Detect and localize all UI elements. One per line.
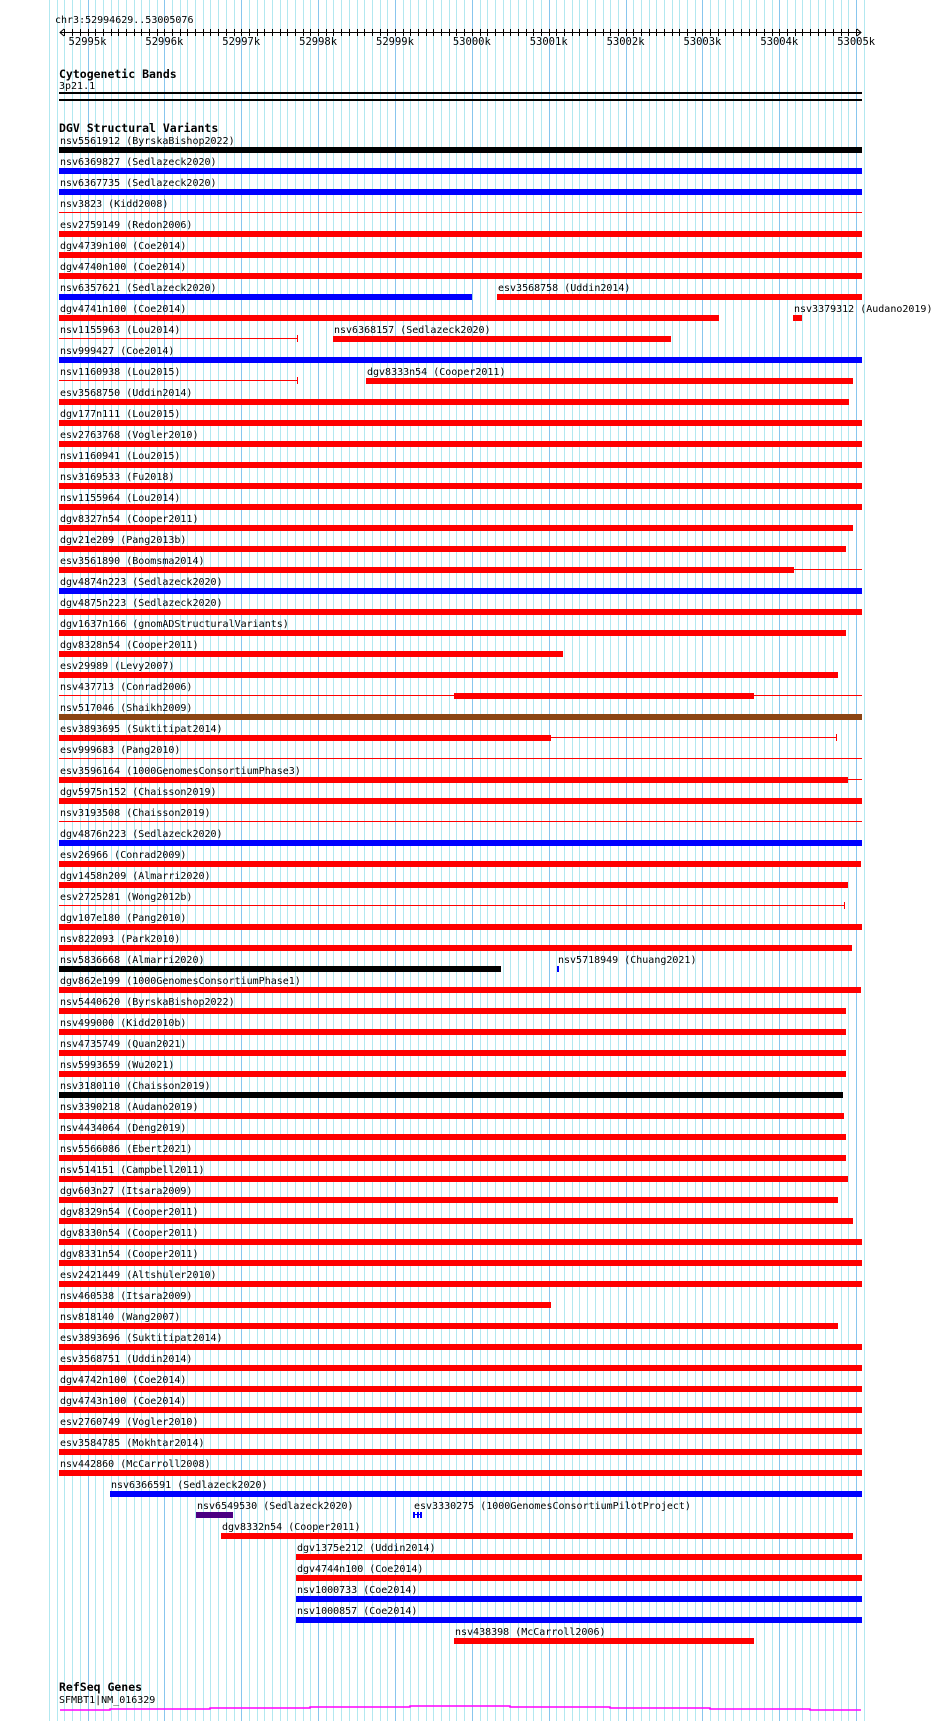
variant-label[interactable]: nsv4735749 (Quan2021) xyxy=(60,1039,187,1050)
variant-bar[interactable] xyxy=(59,1071,846,1077)
variant-bar[interactable] xyxy=(59,1008,846,1014)
variant-label[interactable]: nsv438398 (McCarroll2006) xyxy=(455,1627,606,1638)
variant-label[interactable]: nsv6549530 (Sedlazeck2020) xyxy=(197,1501,354,1512)
variant-label[interactable]: dgv8330n54 (Cooper2011) xyxy=(60,1228,199,1239)
variant-label[interactable]: dgv1458n209 (Almarri2020) xyxy=(60,871,211,882)
cytoband-top-line xyxy=(59,92,862,94)
variant-bar[interactable] xyxy=(59,1365,862,1371)
variant-bar[interactable] xyxy=(59,315,719,321)
cytobands-track-title[interactable]: Cytogenetic Bands xyxy=(59,67,177,81)
variant-bar[interactable] xyxy=(59,1323,838,1329)
variant-bar[interactable] xyxy=(59,966,501,972)
variant-label[interactable]: esv999683 (Pang2010) xyxy=(60,745,181,756)
variant-label[interactable]: esv3893696 (Suktitipat2014) xyxy=(60,1333,223,1344)
variant-thin-line[interactable] xyxy=(59,212,862,213)
variant-bar[interactable] xyxy=(59,924,862,930)
variant-label[interactable]: dgv8329n54 (Cooper2011) xyxy=(60,1207,199,1218)
variant-label[interactable]: dgv862e199 (1000GenomesConsortiumPhase1) xyxy=(60,976,301,987)
variant-label[interactable]: nsv818140 (Wang2007) xyxy=(60,1312,181,1323)
variant-bar[interactable] xyxy=(454,693,754,699)
variant-bar[interactable] xyxy=(59,945,852,951)
variant-label[interactable]: dgv4740n100 (Coe2014) xyxy=(60,262,187,273)
variant-label[interactable]: dgv4743n100 (Coe2014) xyxy=(60,1396,187,1407)
ruler-tick-label: 53000k xyxy=(452,36,491,48)
variant-bar[interactable] xyxy=(110,1491,862,1497)
variant-bar[interactable] xyxy=(497,294,862,300)
ruler-tick-label: 53002k xyxy=(606,36,645,48)
variant-label[interactable]: nsv3169533 (Fu2018) xyxy=(60,472,175,483)
variant-bar[interactable] xyxy=(59,1155,846,1161)
variant-thin-line[interactable] xyxy=(794,569,862,570)
variant-label[interactable]: esv3568751 (Uddin2014) xyxy=(60,1354,193,1365)
gene-label[interactable]: SFMBT1|NM_016329 xyxy=(59,1695,156,1706)
variant-bar[interactable] xyxy=(59,1197,838,1203)
variant-label[interactable]: nsv6369827 (Sedlazeck2020) xyxy=(60,157,217,168)
variant-bar[interactable] xyxy=(59,630,846,636)
variant-thin-line[interactable] xyxy=(59,380,298,381)
variant-bar[interactable] xyxy=(59,525,853,531)
variant-label[interactable]: nsv1155964 (Lou2014) xyxy=(60,493,181,504)
variant-bar[interactable] xyxy=(59,1428,862,1434)
variant-exon[interactable] xyxy=(420,1512,422,1518)
variant-end-tick xyxy=(297,377,298,384)
variant-bar[interactable] xyxy=(59,1302,551,1308)
variant-bar[interactable] xyxy=(59,1470,862,1476)
variant-label[interactable]: nsv6367735 (Sedlazeck2020) xyxy=(60,178,217,189)
ruler-tick-label: 53001k xyxy=(529,36,568,48)
variant-label[interactable]: nsv5993659 (Wu2021) xyxy=(60,1060,175,1071)
variant-label[interactable]: dgv177n111 (Lou2015) xyxy=(60,409,181,420)
variant-label[interactable]: nsv3823 (Kidd2008) xyxy=(60,199,169,210)
variant-label[interactable]: nsv442860 (McCarroll2008) xyxy=(60,1459,211,1470)
variant-label[interactable]: dgv4875n223 (Sedlazeck2020) xyxy=(60,598,223,609)
variant-exon[interactable] xyxy=(417,1512,419,1518)
variant-bar[interactable] xyxy=(59,1260,862,1266)
ruler-tick-label: 52999k xyxy=(376,36,414,48)
variant-thin-line[interactable] xyxy=(59,338,298,339)
variant-label[interactable]: dgv603n27 (Itsara2009) xyxy=(60,1186,193,1197)
variant-label[interactable]: nsv822093 (Park2010) xyxy=(60,934,181,945)
variant-label[interactable]: nsv517046 (Shaikh2009) xyxy=(60,703,193,714)
variant-label[interactable]: nsv6366591 (Sedlazeck2020) xyxy=(111,1480,268,1491)
variant-label[interactable]: dgv8331n54 (Cooper2011) xyxy=(60,1249,199,1260)
variant-label[interactable]: esv3596164 (1000GenomesConsortiumPhase3) xyxy=(60,766,301,777)
variant-bar[interactable] xyxy=(59,1407,862,1413)
cytoband-label: 3p21.1 xyxy=(59,81,96,92)
variant-bar[interactable] xyxy=(59,294,472,300)
variant-label[interactable]: nsv6368157 (Sedlazeck2020) xyxy=(334,325,491,336)
variant-label[interactable]: esv3893695 (Suktitipat2014) xyxy=(60,724,223,735)
variant-label[interactable]: nsv5566086 (Ebert2021) xyxy=(60,1144,193,1155)
variant-label[interactable]: dgv5975n152 (Chaisson2019) xyxy=(60,787,217,798)
variant-bar[interactable] xyxy=(59,1113,844,1119)
variant-thin-line[interactable] xyxy=(59,758,862,759)
variant-bar[interactable] xyxy=(793,315,802,321)
variant-bar[interactable] xyxy=(59,672,838,678)
variant-label[interactable]: nsv460538 (Itsara2009) xyxy=(60,1291,193,1302)
variant-label[interactable]: esv3561890 (Boomsma2014) xyxy=(60,556,205,567)
variant-bar[interactable] xyxy=(59,987,861,993)
variant-label[interactable]: dgv4739n100 (Coe2014) xyxy=(60,241,187,252)
variant-bar[interactable] xyxy=(59,1281,862,1287)
variant-bar[interactable] xyxy=(59,588,862,594)
variant-label[interactable]: dgv4744n100 (Coe2014) xyxy=(297,1564,424,1575)
variant-label[interactable]: nsv499000 (Kidd2010b) xyxy=(60,1018,187,1029)
variant-label[interactable]: nsv437713 (Conrad2006) xyxy=(60,682,193,693)
variant-label[interactable]: nsv3390218 (Audano2019) xyxy=(60,1102,199,1113)
variant-label[interactable]: dgv4741n100 (Coe2014) xyxy=(60,304,187,315)
cytoband-bottom-line xyxy=(59,99,862,101)
variant-bar[interactable] xyxy=(59,231,862,237)
variant-bar[interactable] xyxy=(366,378,853,384)
variant-label[interactable]: nsv1160941 (Lou2015) xyxy=(60,451,181,462)
variant-label[interactable]: nsv5440620 (ByrskaBishop2022) xyxy=(60,997,235,1008)
variant-bar[interactable] xyxy=(296,1575,862,1581)
variant-label[interactable]: esv3330275 (1000GenomesConsortiumPilotProject) xyxy=(414,1501,691,1512)
variant-label[interactable]: nsv5718949 (Chuang2021) xyxy=(558,955,697,966)
variant-bar[interactable] xyxy=(59,483,862,489)
refseq-track-title[interactable]: RefSeq Genes xyxy=(59,1680,143,1694)
variant-label[interactable]: nsv3180110 (Chaisson2019) xyxy=(60,1081,211,1092)
variant-bar[interactable] xyxy=(59,714,862,720)
variant-bar[interactable] xyxy=(59,735,551,741)
variant-bar[interactable] xyxy=(296,1554,862,1560)
variant-label[interactable]: nsv1000857 (Coe2014) xyxy=(297,1606,418,1617)
variant-label[interactable]: dgv4874n223 (Sedlazeck2020) xyxy=(60,577,223,588)
variant-label[interactable]: dgv4876n223 (Sedlazeck2020) xyxy=(60,829,223,840)
variant-thin-line[interactable] xyxy=(551,737,837,738)
variant-bar[interactable] xyxy=(296,1617,862,1623)
variant-label[interactable]: nsv3193508 (Chaisson2019) xyxy=(60,808,211,819)
variant-label[interactable]: nsv514151 (Campbell2011) xyxy=(60,1165,205,1176)
variant-label[interactable]: esv26966 (Conrad2009) xyxy=(60,850,187,861)
variant-bar[interactable] xyxy=(221,1533,853,1539)
variant-bar[interactable] xyxy=(59,1218,853,1224)
variant-end-tick xyxy=(844,902,845,909)
variant-thin-line[interactable] xyxy=(848,779,862,780)
variant-bar[interactable] xyxy=(59,1239,862,1245)
variant-label[interactable]: nsv5836668 (Almarri2020) xyxy=(60,955,205,966)
variant-bar[interactable] xyxy=(59,1344,862,1350)
variant-label[interactable]: nsv3379312 (Audano2019) xyxy=(794,304,932,315)
variant-bar[interactable] xyxy=(59,609,862,615)
variant-label[interactable]: esv2759149 (Redon2006) xyxy=(60,220,193,231)
variant-bar[interactable] xyxy=(59,189,862,195)
variant-label[interactable]: nsv999427 (Coe2014) xyxy=(60,346,175,357)
variant-bar[interactable] xyxy=(59,1386,862,1392)
ruler-tick-label: 53003k xyxy=(683,36,722,48)
dgv-track-title[interactable]: DGV Structural Variants xyxy=(59,121,219,135)
gene-intron-line[interactable] xyxy=(60,1706,861,1710)
variant-bar[interactable] xyxy=(333,336,671,342)
variant-label[interactable]: dgv4742n100 (Coe2014) xyxy=(60,1375,187,1386)
ruler-tick-label: 53005k xyxy=(837,36,876,48)
variant-end-tick xyxy=(297,335,298,342)
variant-bar[interactable] xyxy=(59,882,848,888)
variant-label[interactable]: esv3584785 (Mokhtar2014) xyxy=(60,1438,205,1449)
variant-bar[interactable] xyxy=(59,840,862,846)
variant-bar[interactable] xyxy=(59,399,849,405)
variant-label[interactable]: esv2421449 (Altshuler2010) xyxy=(60,1270,217,1281)
variant-bar[interactable] xyxy=(59,420,862,426)
variant-bar[interactable] xyxy=(59,546,846,552)
variant-bar[interactable] xyxy=(59,273,862,279)
variant-label[interactable]: esv3568750 (Uddin2014) xyxy=(60,388,193,399)
variant-label[interactable]: dgv21e209 (Pang2013b) xyxy=(60,535,187,546)
variant-label[interactable]: nsv1155963 (Lou2014) xyxy=(60,325,181,336)
variant-label[interactable]: nsv6357621 (Sedlazeck2020) xyxy=(60,283,217,294)
variant-label[interactable]: esv29989 (Levy2007) xyxy=(60,661,175,672)
variant-thin-line[interactable] xyxy=(59,905,845,906)
variant-bar[interactable] xyxy=(59,1449,862,1455)
variant-bar[interactable] xyxy=(196,1512,233,1518)
location-label: chr3:52994629..53005076 xyxy=(55,15,194,26)
variant-bar[interactable] xyxy=(59,168,862,174)
variant-exon[interactable] xyxy=(413,1512,415,1518)
variant-label[interactable]: dgv8328n54 (Cooper2011) xyxy=(60,640,199,651)
ruler-tick-label: 52998k xyxy=(299,36,338,48)
variant-bar[interactable] xyxy=(59,357,862,363)
ruler-axis[interactable] xyxy=(0,26,890,48)
variant-bar[interactable] xyxy=(59,1092,843,1098)
variant-bar[interactable] xyxy=(59,504,862,510)
ruler-tick-label: 52996k xyxy=(145,36,184,48)
variant-label[interactable]: esv3568758 (Uddin2014) xyxy=(498,283,631,294)
variant-bar[interactable] xyxy=(59,1029,846,1035)
variant-label[interactable]: nsv1160938 (Lou2015) xyxy=(60,367,181,378)
variant-label[interactable]: nsv4434064 (Deng2019) xyxy=(60,1123,187,1134)
variant-bar[interactable] xyxy=(59,1050,846,1056)
variant-bar[interactable] xyxy=(59,1134,846,1140)
variant-label[interactable]: esv2760749 (Vogler2010) xyxy=(60,1417,199,1428)
variant-bar[interactable] xyxy=(59,651,563,657)
variant-label[interactable]: dgv8333n54 (Cooper2011) xyxy=(367,367,506,378)
variant-bar[interactable] xyxy=(296,1596,862,1602)
ruler-tick-label: 53004k xyxy=(760,36,799,48)
variant-end-tick xyxy=(836,734,837,741)
variant-thin-line[interactable] xyxy=(59,821,862,822)
variant-bar[interactable] xyxy=(59,147,862,153)
variant-bar[interactable] xyxy=(59,567,794,573)
variant-bar[interactable] xyxy=(454,1638,754,1644)
variant-bar[interactable] xyxy=(59,798,862,804)
variant-label[interactable]: esv2763768 (Vogler2010) xyxy=(60,430,199,441)
variant-label[interactable]: dgv8332n54 (Cooper2011) xyxy=(222,1522,361,1533)
ruler-tick-label: 52997k xyxy=(222,36,261,48)
variant-label[interactable]: nsv5561912 (ByrskaBishop2022) xyxy=(60,136,235,147)
variant-label[interactable]: nsv1000733 (Coe2014) xyxy=(297,1585,418,1596)
variant-bar[interactable] xyxy=(557,966,559,972)
variant-bar[interactable] xyxy=(59,777,848,783)
variant-label[interactable]: dgv1637n166 (gnomADStructuralVariants) xyxy=(60,619,289,630)
ruler-tick-label: 52995k xyxy=(68,36,107,48)
variant-label[interactable]: dgv8327n54 (Cooper2011) xyxy=(60,514,199,525)
variant-bar[interactable] xyxy=(59,462,862,468)
variant-bar[interactable] xyxy=(59,861,861,867)
variant-bar[interactable] xyxy=(59,441,862,447)
variant-label[interactable]: dgv107e180 (Pang2010) xyxy=(60,913,187,924)
gene-model[interactable] xyxy=(0,1700,890,1720)
variant-bar[interactable] xyxy=(59,252,862,258)
variant-bar[interactable] xyxy=(59,1176,848,1182)
variant-label[interactable]: dgv1375e212 (Uddin2014) xyxy=(297,1543,436,1554)
variant-label[interactable]: esv2725281 (Wong2012b) xyxy=(60,892,193,903)
